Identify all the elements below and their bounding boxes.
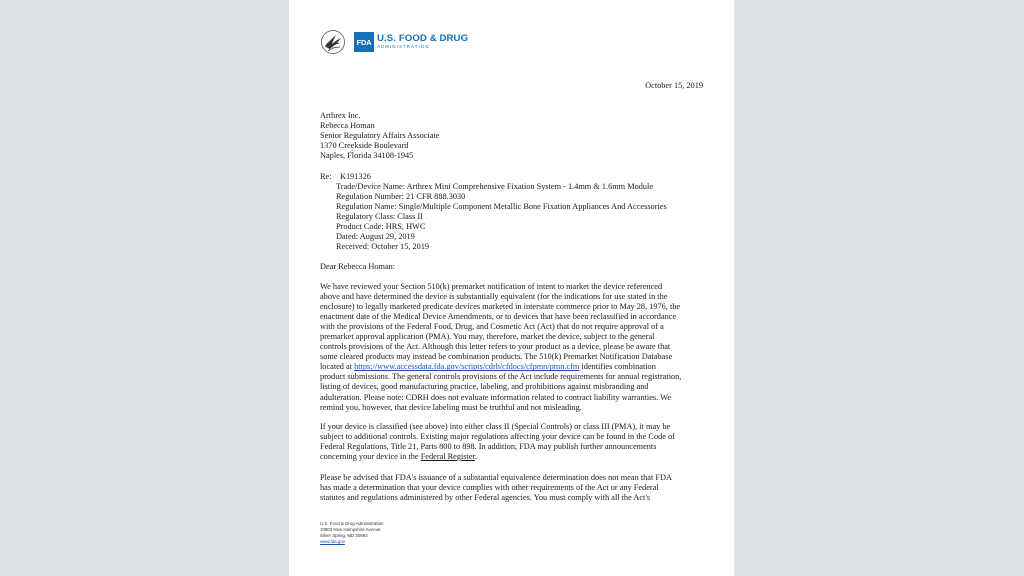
link-prefix: concerning your device in the [320,452,421,462]
agency-subname: ADMINISTRATION [377,44,430,49]
address-line: Naples, Florida 34108-1945 [320,151,414,161]
link-suffix: identifies combination [579,362,656,372]
fda-website-link[interactable]: www.fda.gov [320,539,345,545]
fda-wordmark [377,34,468,50]
reference-detail: Trade/Device Name: Arthrex Mini Comprehensive Fixation System - 1.4mm & 1.6mm Module [336,182,654,192]
paragraph-line: enclosure) to legally marketed predicate devices marketed in interstate commerce prior to May 28, 1976, the [320,302,681,312]
footer-line: Silver Spring, MD 20993 [320,533,368,539]
paragraph-line: Please be advised that FDA's issuance of a substantial equivalence determination does not mean that FDA [320,473,672,482]
link-suffix: . [474,452,477,462]
reference-label: Re: [320,172,332,181]
reference-block [320,172,705,252]
reference-detail: Regulatory Class: Class II [336,212,423,222]
address-line: 1370 Creekside Boulevard [320,141,409,151]
reference-detail: Dated: August 29, 2019 [336,232,415,242]
paragraph-line: controls provisions of the Act. Although this letter refers to your product as a device, please be aware that [320,342,671,352]
paragraph-1 [320,282,705,413]
letter-footer [320,521,383,545]
fda-badge: FDA [354,32,374,52]
reference-detail: Regulation Name: Single/Multiple Component Metallic Bone Fixation Appliances And Accessories [336,202,667,212]
agency-name: U.S. FOOD & DRUG [377,33,469,44]
paragraph-line: If your device is classified (see above) into either class II (Special Controls) or class III (PMA), it may be [320,422,671,431]
paragraph-line-with-link [320,362,705,372]
paragraph-line: listing of devices, good manufacturing practice, labeling, and prohibitions against misbranding and [320,382,649,392]
link-prefix: located at [320,362,355,372]
paragraph-2 [320,422,705,462]
paragraph-line: above and have determined the device is substantially equivalent (for the indications for use stated in the [320,292,668,302]
paragraph-line: We have reviewed your Section 510(k) premarket notification of intent to market the device referenced [320,282,663,291]
paragraph-line: has made a determination that your device complies with other requirements of the Act or any Federal [320,483,659,493]
footer-line: U.S. Food & Drug Administration [320,521,384,526]
address-line: Arthrex Inc. [320,111,361,120]
paragraph-line: premarket approval application (PMA). You may, therefore, market the device, subject to the general [320,332,655,342]
reference-detail: Product Code: HRS, HWC [336,222,426,232]
pmn-database-link[interactable]: https://www.accessdata.fda.gov/scripts/cdrh/cfdocs/cfpmn/pmn.cfm [354,362,580,372]
reference-detail: Regulation Number: 21 CFR 888.3030 [336,192,466,202]
letter-date: October 15, 2019 [645,81,703,90]
hhs-eagle-icon [320,29,346,55]
paragraph-line: statutes and regulations administered by other Federal agencies. You must comply with all the Act's [320,493,651,503]
address-line: Rebecca Homan [320,121,375,131]
paragraph-line: enactment date of the Medical Device Amendments, or to devices that have been reclassified in accordance [320,312,677,322]
federal-register-link[interactable]: Federal Register [420,452,475,462]
address-line: Senior Regulatory Affairs Associate [320,131,440,141]
reference-number-row [320,172,705,182]
fda-letterhead [320,28,468,56]
paragraph-line: product submissions. The general controls provisions of the Act include requirements for annual registration, [320,372,682,382]
paragraph-line: adulteration. Please note: CDRH does not evaluate information related to contract liability warranties. We [320,392,671,402]
salutation: Dear Rebecca Homan: [320,262,396,271]
paragraph-line-with-link [320,452,705,462]
footer-line: 10903 New Hampshire Avenue [320,527,381,533]
letter-page [289,0,734,576]
paragraph-line: subject to additional controls. Existing major regulations affecting your device can be found in the Code of [320,432,675,442]
paragraph-line: with the provisions of the Federal Food, Drug, and Cosmetic Act (Act) that do not require approval of a [320,322,664,332]
paragraph-3 [320,473,705,503]
paragraph-line: some cleared products may instead be combination products. The 510(k) Premarket Notification Database [320,352,673,362]
reference-number: K191326 [340,172,371,181]
recipient-address [320,111,705,161]
paragraph-line: remind you, however, that device labeling must be truthful and not misleading. [320,402,582,412]
paragraph-line: Federal Regulations, Title 21, Parts 800 to 898. In addition, FDA may publish further announcements [320,442,657,452]
reference-detail: Received: October 15, 2019 [336,242,430,252]
